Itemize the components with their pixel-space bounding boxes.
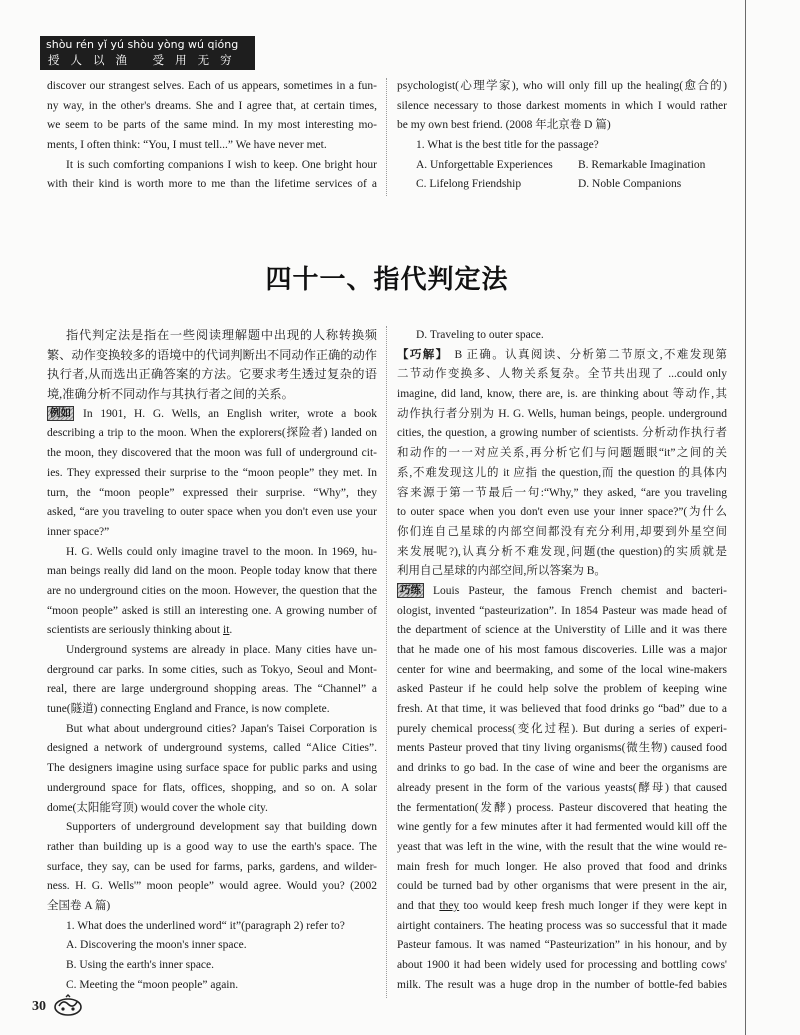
text-line: surface, they say, can be used for farms, parks, gardens, and wilder- bbox=[47, 860, 377, 873]
text-line: fresh. At that time, it was believed that food drinks go “bad” due to a bbox=[397, 703, 727, 716]
text-line: 来发展呢?),认真分析不难发现,问题(the question)的实质就是 bbox=[397, 545, 727, 558]
column-divider bbox=[386, 78, 387, 196]
answer-option: B. Using the earth's inner space. bbox=[66, 959, 215, 971]
text-line: “moon people” asked is still an interesting one. A growing number of bbox=[47, 604, 377, 617]
text-line: milk. The result was a huge drop in the number of bottle-fed babies bbox=[397, 978, 727, 991]
text-line: 二节动作变换多、人物关系复杂。全节共出现了 ...could only bbox=[397, 368, 727, 381]
text-line: already present in the form of the various yeasts(酵母) that caused bbox=[397, 781, 727, 794]
text-line: tune(隧道) connecting England and France, is now complete. bbox=[47, 703, 330, 716]
text-line: 系,不难发现这儿的 it 应指 the question,而 the question 的具体内 bbox=[397, 466, 727, 479]
text-line: dome(太阳能穹顶) would cover the whole city. bbox=[47, 801, 268, 814]
text-line: yeast that was left in the wine, with the result that the wine would re- bbox=[397, 840, 727, 853]
text-line: could be turned bad by other organisms that were present in the air, bbox=[397, 880, 727, 893]
text-line: It is such comforting companions I wish to keep. One bright hour bbox=[66, 158, 377, 171]
text-line bbox=[397, 582, 727, 602]
column-divider bbox=[386, 326, 387, 998]
body-right-column bbox=[397, 326, 727, 995]
header-motto: 授人以渔 受用无穷 bbox=[48, 53, 243, 67]
practice-label: 巧练 bbox=[397, 583, 424, 598]
text-line: Pasteur famous. It was named “Pasteurization” in his honour, and by bbox=[397, 939, 727, 952]
continued-passage-right bbox=[397, 77, 727, 195]
text-line: cities, the question, a growing number of scientists. 分析动作执行者 bbox=[397, 427, 727, 440]
text-line: 境,准确分析不同动作与其执行者之间的关系。 bbox=[47, 387, 294, 402]
text-line: ies. They expressed their surprise to the “moon people” they met. In bbox=[47, 466, 377, 479]
answer-option: B. Remarkable Imagination bbox=[578, 158, 706, 171]
publisher-logo-icon bbox=[52, 994, 84, 1018]
text-segment: and that bbox=[397, 899, 440, 912]
text-line bbox=[47, 405, 377, 425]
answer-option: D. Noble Companions bbox=[578, 178, 682, 191]
text-line: Supporters of underground development say that building down bbox=[66, 821, 377, 834]
text-line: 容来源于第一节最后一句:“Why,” they asked, “are you traveling bbox=[397, 486, 727, 499]
text-line: Underground systems are already in place. Many cities have un- bbox=[66, 644, 377, 656]
text-line: The designers imagine using surface space for public parks and using bbox=[47, 762, 377, 775]
text-line: inner space?” bbox=[47, 525, 110, 538]
text-line: derground car parks. In some cities, such as Tokyo, Seoul and Mont- bbox=[47, 663, 377, 676]
text-line: 和动作的一一对应关系,再分析它们与问题题眼“it”之间的关 bbox=[397, 447, 727, 460]
section-title: 四十一、指代判定法 bbox=[265, 265, 509, 294]
text-line: the moon, they discovered that the moon was full of underground cit- bbox=[47, 447, 377, 460]
text-line: discover our strangest selves. Each of us appears, sometimes in a fun- bbox=[47, 80, 377, 92]
continued-passage-left bbox=[47, 77, 377, 195]
text-line: 执行者,从而选出正确答案的方法。它要求考生透过复杂的语 bbox=[47, 367, 377, 382]
text-line: designed a network of underground systems, called “Alice Cities”. bbox=[47, 742, 377, 755]
text-line: asked Pasteur if he could help solve the problem of keeping wine bbox=[397, 683, 727, 696]
text-line: But what about underground cities? Japan's Taisei Corporation is bbox=[66, 722, 377, 735]
text-line: describing a trip to the moon. When the explorers(探险者) landed on bbox=[47, 427, 377, 440]
text-line: and drinks to go bad. In the case of wine and beer the organisms are bbox=[397, 762, 727, 775]
header-pinyin: shòu rén yǐ yú shòu yòng wú qióng bbox=[46, 38, 239, 51]
text-line: are no underground cities on the moon. However, the question that the bbox=[47, 584, 377, 597]
answer-option: A. Discovering the moon's inner space. bbox=[66, 939, 247, 952]
running-header bbox=[40, 36, 255, 70]
text-segment: scientists are seriously thinking about bbox=[47, 624, 223, 637]
text-line: 动作执行者分别为 H. G. Wells, human beings, people. underground bbox=[397, 407, 727, 420]
answer-option: C. Lifelong Friendship bbox=[416, 178, 522, 191]
solution-label: 【巧解】 bbox=[397, 348, 449, 361]
text-line: 繁、动作变换较多的语境中的代词判断出不同动作正确的动作 bbox=[47, 347, 377, 362]
text-line: H. G. Wells could only imagine travel to the moon. In 1969, hu- bbox=[66, 545, 377, 558]
text-line: ny way, in the other's dreams. She and I agree that, at certain times, bbox=[47, 99, 377, 112]
underlined-word: it bbox=[223, 624, 230, 637]
text-line: 全国卷 A 篇) bbox=[47, 899, 111, 912]
text-segment: Louis Pasteur, the famous French chemist and bacteri- bbox=[433, 584, 727, 597]
options-row bbox=[397, 175, 727, 195]
text-segment: too would keep fresh much longer if they were kept in bbox=[459, 899, 727, 912]
question-text: 1. What does the underlined word“ it”(paragraph 2) refer to? bbox=[66, 919, 345, 932]
answer-option: A. Unforgettable Experiences bbox=[416, 158, 553, 171]
text-line: psychologist(心理学家), who will only fill up the healing(愈合的) bbox=[397, 80, 727, 92]
text-line: the department of science at the Universtity of Lille and it was there bbox=[397, 624, 727, 637]
text-line: the fermentation(发酵) process. Pasteur discovered that heating the bbox=[397, 801, 727, 814]
underlined-word: they bbox=[439, 899, 460, 912]
answer-option: D. Traveling to outer space. bbox=[416, 329, 544, 341]
text-line bbox=[397, 897, 727, 917]
text-line: that he made one of his most famous discoveries. Lille was a major bbox=[397, 644, 727, 656]
text-line: purely chemical process(变化过程). But during a series of experi- bbox=[397, 722, 727, 735]
text-line: about 1900 it had been widely used for processing and bottling cows' bbox=[397, 959, 727, 971]
text-line: wine gently for a few minutes after it had fermented would kill off the bbox=[397, 821, 727, 834]
text-segment: B 正确。认真阅读、分析第二节原文,不难发现第 bbox=[454, 348, 728, 361]
text-line: 指代判定法是指在一些阅读理解题中出现的人称转换频 bbox=[66, 328, 377, 342]
text-segment: . bbox=[229, 624, 233, 637]
answer-option: C. Meeting the “moon people” again. bbox=[66, 978, 239, 991]
text-line: be my own best friend. (2008 年北京卷 D 篇) bbox=[397, 119, 611, 132]
text-line: we seem to be parts of the same mind. In my most interesting mo- bbox=[47, 119, 377, 132]
text-line: main fresh for much longer. He also proved that food and drinks bbox=[397, 860, 727, 873]
text-line: underground space for flats, offices, shopping, and so on. A solar bbox=[47, 781, 377, 794]
text-line bbox=[397, 346, 727, 366]
text-line: 你们连自己星球的内部空间都没有充分利用,却要到外星空间 bbox=[397, 525, 727, 538]
text-line: asked, “are you traveling to outer space when you don't even use your bbox=[47, 506, 377, 519]
text-line bbox=[47, 621, 377, 641]
text-line: ments Pasteur proved that tiny living organisms(微生物) caused food bbox=[397, 742, 727, 755]
text-segment: In 1901, H. G. Wells, an English writer, wrote a book bbox=[83, 407, 377, 420]
text-line: to outer space when you don't even use your inner space?”(为什么 bbox=[397, 506, 727, 519]
text-line: ologist, invented “pasteurization”. In 1854 Pasteur was made head of bbox=[397, 604, 727, 617]
page-number: 30 bbox=[32, 999, 46, 1014]
text-line: airtight containers. The heating process was so successful that it made bbox=[397, 919, 727, 932]
body-left-column bbox=[47, 326, 377, 995]
text-line: rather than building up is a good way to use the earth's space. The bbox=[47, 840, 377, 853]
example-label: 例如 bbox=[47, 406, 74, 421]
text-line: 利用自己星球的内部空间,所以答案为 B。 bbox=[397, 565, 606, 578]
options-row bbox=[397, 156, 727, 176]
text-line: imagine, did land, know, there are, is. are thinking about 等动作,其 bbox=[397, 388, 727, 401]
text-line: with their kind is worth more to me than the lifetime services of a bbox=[47, 178, 377, 191]
text-line: ness. H. G. Wells'” moon people” would agree. Would you? (2002 bbox=[47, 880, 377, 893]
scan-edge-line bbox=[745, 0, 746, 1035]
text-line: man beings really did land on the moon. People today know that there bbox=[47, 565, 377, 578]
question-text: 1. What is the best title for the passage? bbox=[416, 139, 599, 152]
text-line: silence necessary to those darkest moments in which I would rather bbox=[397, 99, 727, 112]
text-line: turn, the “moon people” expressed their surprise. “Why”, they bbox=[47, 486, 377, 499]
text-line: real, there are large underground shopping areas. The “Channel” a bbox=[47, 683, 377, 696]
text-line: center for wine and beermaking, and some of the local wine-makers bbox=[397, 663, 727, 676]
text-line: ments, I often think: “You, I must tell...” We have never met. bbox=[47, 139, 327, 152]
